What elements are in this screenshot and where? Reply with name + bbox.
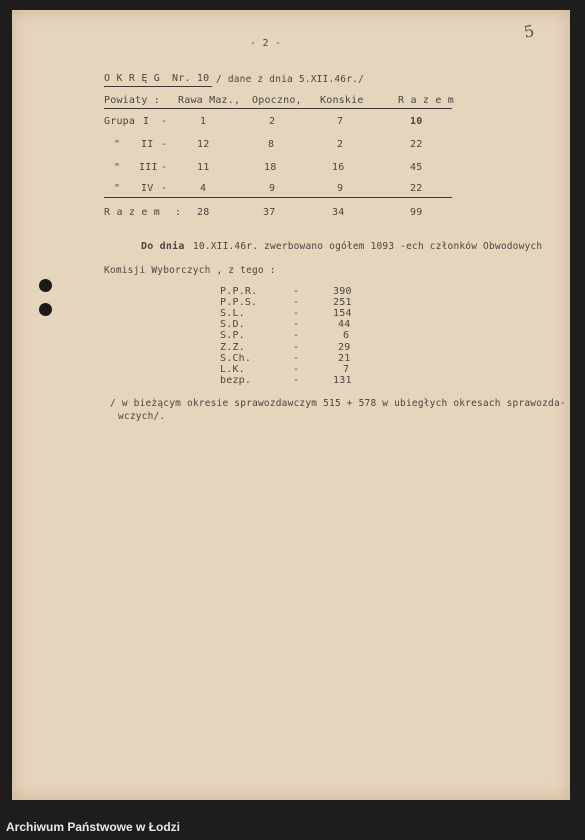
page-mark: 5 — [522, 21, 536, 42]
party-name: S.D. — [220, 319, 245, 330]
party-dash: - — [293, 308, 300, 319]
punch-hole — [39, 303, 52, 316]
cell-opoczno: 8 — [268, 139, 275, 150]
party-count: 131 — [333, 375, 352, 386]
header-konskie: Konskie — [320, 95, 364, 106]
party-count: 29 — [338, 342, 351, 353]
party-dash: - — [293, 286, 300, 297]
party-count: 7 — [343, 364, 350, 375]
header-rawa: Rawa Maz., — [178, 95, 241, 106]
party-dash: - — [293, 342, 300, 353]
party-dash: - — [293, 375, 300, 386]
row-dash: - — [161, 183, 168, 194]
cell-razem: 10 — [410, 116, 423, 127]
party-count: 44 — [338, 319, 351, 330]
cell-opoczno: 18 — [264, 162, 277, 173]
total-razem: 99 — [410, 207, 423, 218]
row-dash: - — [161, 116, 168, 127]
row-label: " — [114, 183, 121, 194]
party-name: Z.Z. — [220, 342, 245, 353]
punch-hole — [39, 279, 52, 292]
district-label: O K R Ę G — [104, 73, 160, 84]
header-opoczno: Opoczno, — [252, 95, 302, 106]
party-dash: - — [293, 364, 300, 375]
party-dash: - — [293, 297, 300, 308]
cell-razem: 22 — [410, 183, 423, 194]
cell-razem: 22 — [410, 139, 423, 150]
page-number: - 2 - — [250, 38, 282, 49]
row-label: " — [114, 162, 121, 173]
cell-konskie: 9 — [337, 183, 344, 194]
party-count: 154 — [333, 308, 352, 319]
total-konskie: 34 — [332, 207, 345, 218]
archive-name: Archiwum Państwowe w Łodzi — [6, 820, 181, 834]
cell-rawa: 1 — [200, 116, 207, 127]
total-rule — [104, 197, 452, 198]
row-dash: - — [161, 162, 168, 173]
party-name: bezp. — [220, 375, 252, 386]
party-count: 6 — [343, 330, 350, 341]
cell-konskie: 7 — [337, 116, 344, 127]
header-rule — [104, 108, 452, 109]
paragraph-line1: 10.XII.46r. zwerbowano ogółem 1093 -ech członków Obwodowych — [193, 241, 543, 252]
paragraph-line2: Komisji Wyborczych , z tego : — [104, 265, 276, 276]
total-opoczno: 37 — [263, 207, 276, 218]
party-dash: - — [293, 319, 300, 330]
cell-rawa: 12 — [197, 139, 210, 150]
party-name: S.P. — [220, 330, 245, 341]
party-dash: - — [293, 330, 300, 341]
heading-underline — [104, 86, 212, 87]
party-name: S.Ch. — [220, 353, 252, 364]
district-number: Nr. 10 — [172, 73, 210, 84]
cell-rawa: 11 — [197, 162, 210, 173]
row-label: Grupa — [104, 116, 136, 127]
party-name: S.L. — [220, 308, 245, 319]
party-count: 390 — [333, 286, 352, 297]
paragraph-lead: Do dnia — [141, 241, 185, 252]
party-name: L.K. — [220, 364, 245, 375]
party-name: P.P.S. — [220, 297, 258, 308]
footnote-line1: / w bieżącym okresie sprawozdawczym 515 + 578 w ubiegłych okresach sprawozda- — [110, 398, 566, 409]
cell-konskie: 16 — [332, 162, 345, 173]
footnote-line2: wczych/. — [118, 411, 166, 422]
row-dash: - — [161, 139, 168, 150]
archive-footer — [0, 812, 585, 840]
header-razem: R a z e m — [398, 95, 454, 106]
total-rawa: 28 — [197, 207, 210, 218]
cell-razem: 45 — [410, 162, 423, 173]
cell-opoczno: 2 — [269, 116, 276, 127]
row-label: " — [114, 139, 121, 150]
party-name: P.P.R. — [220, 286, 258, 297]
date-note: / dane z dnia 5.XII.46r./ — [216, 74, 364, 85]
cell-rawa: 4 — [200, 183, 207, 194]
total-label: R a z e m — [104, 207, 160, 218]
row-group: II — [141, 139, 154, 150]
header-powiaty: Powiaty : — [104, 95, 160, 106]
total-colon: : — [175, 207, 182, 218]
row-group: IV — [141, 183, 154, 194]
party-count: 251 — [333, 297, 352, 308]
cell-konskie: 2 — [337, 139, 344, 150]
party-dash: - — [293, 353, 300, 364]
row-group: I — [143, 116, 150, 127]
row-group: III — [139, 162, 158, 173]
party-count: 21 — [338, 353, 351, 364]
cell-opoczno: 9 — [269, 183, 276, 194]
